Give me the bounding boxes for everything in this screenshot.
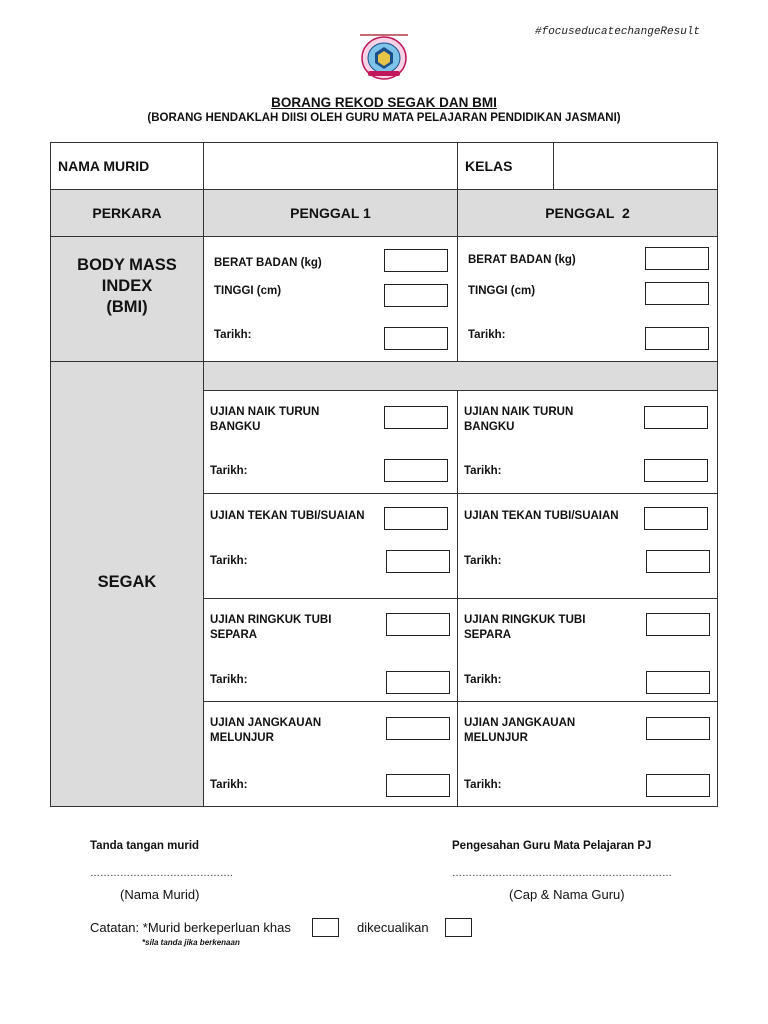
test2-box-p2[interactable] xyxy=(644,507,708,530)
test4-tarikh-box-p2[interactable] xyxy=(646,774,710,797)
berat-label: BERAT BADAN (kg) xyxy=(214,257,322,269)
bmi-label-cell xyxy=(50,236,204,362)
tinggi-box-p2[interactable] xyxy=(645,282,709,305)
tarikh-label: Tarikh: xyxy=(468,329,506,341)
tarikh-label: Tarikh: xyxy=(210,555,248,567)
tinggi-label: TINGGI (cm) xyxy=(214,285,282,297)
signature-line-guru[interactable]: ………………………………………………………… xyxy=(452,868,672,879)
tarikh-label: Tarikh: xyxy=(464,674,502,686)
test1-box-p1[interactable] xyxy=(384,406,448,429)
segak-label: SEGAK xyxy=(97,573,157,591)
segak-test2-p2 xyxy=(457,493,718,599)
test3-tarikh-box-p1[interactable] xyxy=(386,671,450,694)
pengesahan-label: Pengesahan Guru Mata Pelajaran PJ xyxy=(452,840,652,852)
penggal1-header: PENGGAL 1 xyxy=(290,205,371,221)
tarikh-box-p1[interactable] xyxy=(384,327,448,350)
record-table xyxy=(50,142,718,807)
dikecualikan-text: dikecualikan xyxy=(357,920,429,935)
test4-label: UJIAN JANGKAUAN MELUNJUR xyxy=(464,717,576,744)
test3-box-p2[interactable] xyxy=(646,613,710,636)
test1-tarikh-box-p1[interactable] xyxy=(384,459,448,482)
segak-test1-p2 xyxy=(457,390,718,494)
kelas-label: KELAS xyxy=(465,158,513,174)
cap-nama-guru-caption: (Cap & Nama Guru) xyxy=(509,887,625,902)
berat-label: BERAT BADAN (kg) xyxy=(468,254,576,266)
tinggi-box-p1[interactable] xyxy=(384,284,448,307)
signature-line-murid[interactable]: ……………………………………. xyxy=(90,868,233,879)
nama-murid-label-cell xyxy=(50,142,204,190)
test1-label: UJIAN NAIK TURUN BANGKU xyxy=(464,406,574,433)
test3-tarikh-box-p2[interactable] xyxy=(646,671,710,694)
nama-murid-caption: (Nama Murid) xyxy=(120,887,200,902)
segak-grey-band xyxy=(203,361,718,391)
test1-tarikh-box-p2[interactable] xyxy=(644,459,708,482)
berat-box-p2[interactable] xyxy=(645,247,709,270)
tarikh-box-p2[interactable] xyxy=(645,327,709,350)
hashtag-text: #focuseducatechangeResult xyxy=(535,26,701,38)
test4-box-p1[interactable] xyxy=(386,717,450,740)
nama-murid-input-cell[interactable] xyxy=(203,142,458,190)
berat-box-p1[interactable] xyxy=(384,249,448,272)
test1-label: UJIAN NAIK TURUN BANGKU xyxy=(210,406,320,433)
perkara-header-cell xyxy=(50,189,204,237)
school-logo-icon xyxy=(358,33,410,81)
perkara-header: PERKARA xyxy=(92,205,162,221)
test2-tarikh-box-p2[interactable] xyxy=(646,550,710,573)
tinggi-label: TINGGI (cm) xyxy=(468,285,536,297)
kelas-input-cell[interactable] xyxy=(553,142,718,190)
tanda-tangan-label: Tanda tangan murid xyxy=(90,840,200,852)
catatan-text: Catatan: *Murid berkeperluan khas xyxy=(90,920,291,935)
test3-label: UJIAN RINGKUK TUBI SEPARA xyxy=(210,614,332,641)
test2-label: UJIAN TEKAN TUBI/SUAIAN xyxy=(464,510,619,522)
bmi-penggal1-cell xyxy=(203,236,458,362)
berkeperluan-khas-checkbox[interactable] xyxy=(312,918,339,937)
test3-box-p1[interactable] xyxy=(386,613,450,636)
form-subtitle: (BORANG HENDAKLAH DIISI OLEH GURU MATA PELAJARAN PENDIDIKAN JASMANI) xyxy=(147,112,621,124)
tarikh-label: Tarikh: xyxy=(210,465,248,477)
kelas-label-cell xyxy=(457,142,554,190)
test2-tarikh-box-p1[interactable] xyxy=(386,550,450,573)
dikecualikan-checkbox[interactable] xyxy=(445,918,472,937)
penggal1-header-cell xyxy=(203,189,458,237)
penggal2-header: PENGGAL 2 xyxy=(545,205,630,221)
segak-test4-p1 xyxy=(203,701,458,807)
tarikh-label: Tarikh: xyxy=(464,465,502,477)
note-text: *sila tanda jika berkenaan xyxy=(142,938,240,947)
bmi-penggal2-cell xyxy=(457,236,718,362)
segak-test3-p1 xyxy=(203,598,458,702)
segak-label-cell xyxy=(50,361,204,807)
test3-label: UJIAN RINGKUK TUBI SEPARA xyxy=(464,614,586,641)
tarikh-label: Tarikh: xyxy=(210,779,248,791)
test4-box-p2[interactable] xyxy=(646,717,710,740)
tarikh-label: Tarikh: xyxy=(464,555,502,567)
segak-test2-p1 xyxy=(203,493,458,599)
tarikh-label: Tarikh: xyxy=(464,779,502,791)
segak-test3-p2 xyxy=(457,598,718,702)
test2-label: UJIAN TEKAN TUBI/SUAIAN xyxy=(210,510,365,522)
test4-label: UJIAN JANGKAUAN MELUNJUR xyxy=(210,717,322,744)
segak-test1-p1 xyxy=(203,390,458,494)
penggal2-header-cell xyxy=(457,189,718,237)
tarikh-label: Tarikh: xyxy=(210,674,248,686)
test2-box-p1[interactable] xyxy=(384,507,448,530)
tarikh-label: Tarikh: xyxy=(214,329,252,341)
nama-murid-label: NAMA MURID xyxy=(58,158,150,174)
bmi-label: BODY MASS INDEX (BMI) xyxy=(77,256,177,316)
test4-tarikh-box-p1[interactable] xyxy=(386,774,450,797)
segak-test4-p2 xyxy=(457,701,718,807)
form-title: BORANG REKOD SEGAK DAN BMI xyxy=(271,95,497,110)
test1-box-p2[interactable] xyxy=(644,406,708,429)
